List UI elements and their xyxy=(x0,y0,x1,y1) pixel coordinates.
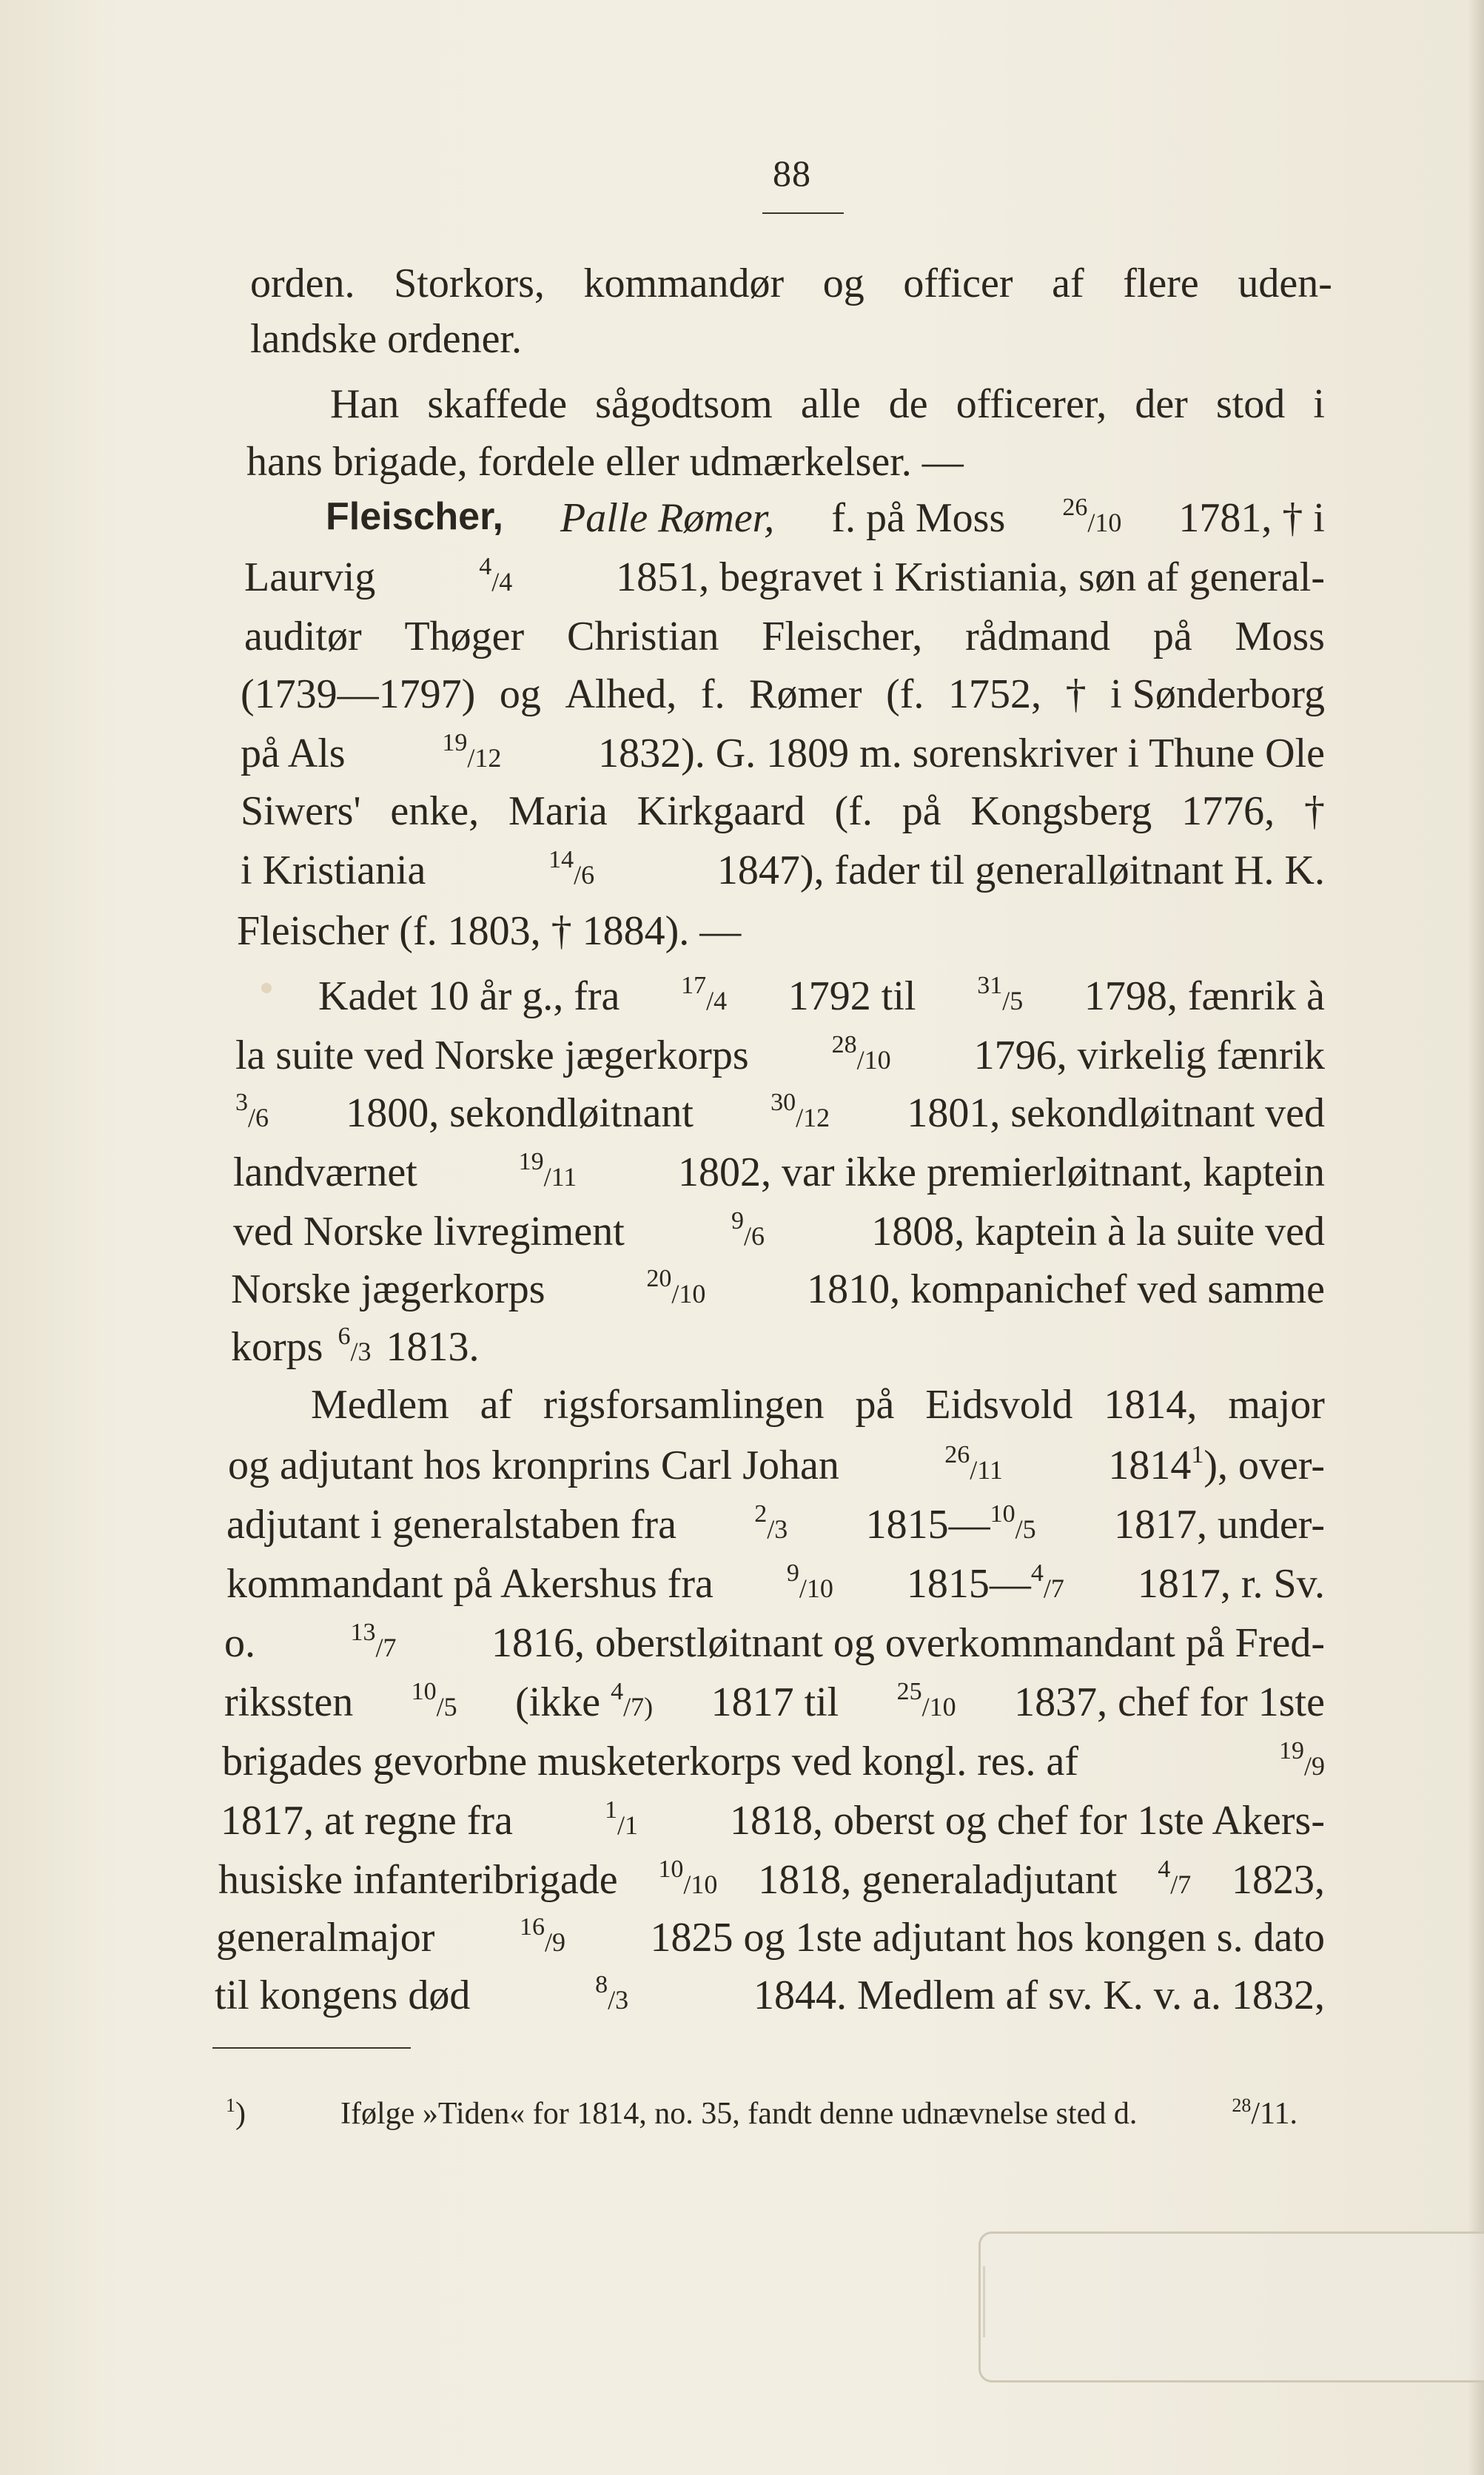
footnote xyxy=(226,2096,1297,2132)
date-fraction: $^{16}$/9 xyxy=(519,1913,565,1957)
text-line xyxy=(218,1856,1325,1903)
word: Eidsvold xyxy=(925,1382,1073,1428)
line-text: 1832). G. 1809 m. sorenskriver i Thune Ole xyxy=(598,731,1325,776)
word: 1823, xyxy=(1232,1857,1325,1903)
paper-speck xyxy=(261,983,272,993)
word: skaffede xyxy=(427,381,568,427)
line-text: 1817 til xyxy=(711,1679,839,1725)
date-fraction: $^{10}$/5 xyxy=(411,1678,457,1722)
word: kommandør xyxy=(583,261,785,306)
word: uden- xyxy=(1238,261,1332,306)
line-text: 1798, fænrik à xyxy=(1084,973,1325,1019)
page-number: 88 xyxy=(773,152,811,194)
date-fraction: $^{30}$/12 xyxy=(770,1089,830,1132)
date-fraction: $^{19}$/11 xyxy=(518,1148,577,1192)
line-text: og adjutant hos kronprins Carl Johan xyxy=(228,1443,839,1488)
footnote-reference: 1814$^1$), over- xyxy=(1108,1441,1325,1488)
date-fraction: $^{25}$/10 xyxy=(896,1678,956,1722)
line-text: ved Norske livregiment xyxy=(233,1209,625,1255)
text-line xyxy=(231,1323,1325,1370)
date-fraction: $^{19}$/12 xyxy=(442,729,502,773)
line-text: 1796, virkelig fænrik xyxy=(973,1032,1325,1078)
entry-given-names: Palle Rømer, xyxy=(560,495,775,541)
line-text: 1801, sekondløitnant ved xyxy=(907,1090,1325,1136)
text-line xyxy=(237,910,1325,952)
text-line xyxy=(216,1913,1325,1961)
page-edge-shadow xyxy=(1468,0,1484,2475)
date-fraction: $^2$/3 xyxy=(754,1500,788,1544)
word: Laurvig xyxy=(244,554,376,600)
line-text: 1825 og 1ste adjutant hos kongen s. dato xyxy=(650,1915,1325,1961)
text-line xyxy=(224,1678,1325,1725)
date-fraction: $^{19}$/9 xyxy=(1278,1737,1325,1781)
date-fraction: $^{28}$/11. xyxy=(1232,2095,1297,2131)
date-fraction: $^9$/10 xyxy=(786,1559,833,1603)
line-text: 1802, var ikke premierløitnant, kaptein xyxy=(678,1149,1325,1195)
date-range: 1815—$^{10}$/5 xyxy=(865,1500,1036,1548)
footnote-text: Ifølge »Tiden« for 1814, no. 35, fandt denne udnævnelse sted d. xyxy=(340,2097,1138,2131)
word: o. xyxy=(224,1620,255,1666)
line-text: 1810, kompanichef ved samme xyxy=(807,1266,1325,1312)
word: i Kristiania xyxy=(241,847,426,893)
word: auditør xyxy=(244,614,362,659)
text-line xyxy=(250,318,1332,360)
date-fraction: $^3$/6 xyxy=(235,1089,269,1132)
line-text: 1817, at regne fra xyxy=(221,1798,513,1844)
word: (f. xyxy=(886,671,924,717)
line-text: 1851, begravet i Kristiania, søn af general- xyxy=(616,554,1325,600)
text-line xyxy=(215,1971,1325,2018)
date-fraction: $^8$/3 xyxy=(595,1971,629,2015)
word: Moss xyxy=(1235,614,1325,659)
text-line xyxy=(221,1796,1325,1844)
word: Kirkgaard xyxy=(637,788,805,834)
date-fraction: $^4$/4 xyxy=(479,553,513,597)
text-line xyxy=(235,1031,1325,1078)
word: flere xyxy=(1123,261,1199,306)
line-text: til kongens død xyxy=(215,1972,471,2018)
text-line xyxy=(311,1382,1325,1428)
text-line xyxy=(224,1619,1325,1666)
line-text: Kadet 10 år g., fra xyxy=(318,973,620,1019)
date-fraction: $^9$/6 xyxy=(731,1207,765,1251)
word: 1813. xyxy=(386,1324,480,1370)
word: orden. xyxy=(250,261,355,306)
line-text: 1818, oberst og chef for 1ste Akers- xyxy=(729,1798,1325,1844)
word: på Als xyxy=(241,731,346,776)
word: der xyxy=(1135,381,1188,427)
date-fraction: $^{10}$/10 xyxy=(658,1856,718,1899)
page-number-rule xyxy=(762,212,844,214)
line-text: Fleischer (f. 1803, † 1884). — xyxy=(237,908,742,954)
entry-surname: Fleischer, xyxy=(326,495,503,538)
text-line xyxy=(241,790,1325,832)
word: Medlem xyxy=(311,1382,449,1428)
word: Siwers' xyxy=(241,788,361,834)
footnote-marker: $^1$) xyxy=(226,2095,246,2131)
line-text: brigades gevorbne musketerkorps ved kongl. res. af xyxy=(222,1739,1078,1784)
text-line xyxy=(244,616,1325,657)
date-fraction: $^{14}$/6 xyxy=(548,846,595,890)
word: major xyxy=(1228,1382,1325,1428)
word: Thøger xyxy=(404,614,525,659)
line-text: 1817, r. Sv. xyxy=(1137,1561,1325,1607)
text-line xyxy=(241,846,1325,893)
word: Alhed, xyxy=(565,671,677,717)
word: sågodtsom xyxy=(595,381,773,427)
word: Storkors, xyxy=(394,261,545,306)
text-line xyxy=(244,553,1325,600)
word: Kongsberg xyxy=(970,788,1152,834)
word: i xyxy=(1313,381,1325,427)
word: på xyxy=(855,1382,895,1428)
word: og xyxy=(499,671,541,717)
text-line xyxy=(228,1441,1325,1488)
word: alle xyxy=(800,381,861,427)
line-text: 1800, sekondløitnant xyxy=(346,1090,694,1136)
birth-place: f. på Moss xyxy=(831,495,1006,541)
line-text: husiske infanteribrigade xyxy=(218,1857,618,1903)
text-line xyxy=(330,383,1325,425)
date-fraction: $^1$/1 xyxy=(604,1796,638,1840)
line-text: la suite ved Norske jægerkorps xyxy=(235,1032,749,1078)
text-line xyxy=(250,263,1332,304)
word: i Sønderborg xyxy=(1110,671,1325,717)
text-line xyxy=(233,1148,1325,1195)
line-text: hans brigade, fordele eller udmærkelser. — xyxy=(246,439,964,485)
line-text: 1844. Medlem af sv. K. v. a. 1832, xyxy=(753,1972,1325,2018)
date-range: 1815—$^4$/7 xyxy=(906,1559,1064,1607)
word: korps xyxy=(231,1324,323,1370)
line-text: kommandant på Akershus fra xyxy=(226,1561,714,1607)
text-line xyxy=(241,671,1325,717)
date-fraction: $^{28}$/10 xyxy=(831,1031,891,1075)
word: officer xyxy=(903,261,1013,306)
word: på xyxy=(902,788,941,834)
word: 1814, xyxy=(1104,1382,1198,1428)
word: officerer, xyxy=(956,381,1107,427)
word: (1739—1797) xyxy=(241,671,476,717)
line-text: 1808, kaptein à la suite ved xyxy=(871,1209,1325,1255)
line-text: 1817, under- xyxy=(1113,1502,1325,1548)
text-line xyxy=(222,1737,1325,1784)
word: de xyxy=(888,381,928,427)
word: rikssten xyxy=(224,1679,354,1725)
text-line xyxy=(246,441,1325,483)
date-fraction: $^{20}$/10 xyxy=(646,1265,706,1309)
line-text: 1837, chef for 1ste xyxy=(1014,1679,1325,1725)
line-text: 1847), fader til generalløitnant H. K. xyxy=(716,847,1325,893)
line-text: adjutant i generalstaben fra xyxy=(226,1502,676,1548)
date-note: (ikke $^4$/7) xyxy=(515,1678,654,1725)
text-line xyxy=(241,729,1325,776)
line-text: 1816, oberstløitnant og overkommandant på Fred- xyxy=(491,1620,1325,1666)
word: f. xyxy=(700,671,725,717)
paper-stamp-inner xyxy=(983,2266,1015,2337)
word: † xyxy=(1065,671,1087,717)
text-line xyxy=(231,1265,1325,1312)
line-text: Norske jægerkorps xyxy=(231,1266,545,1312)
text-line xyxy=(318,972,1325,1019)
word: rådmand xyxy=(965,614,1110,659)
word: generalmajor xyxy=(216,1915,435,1961)
birth-date: $^{26}$/10 xyxy=(1062,494,1122,537)
footnote-rule xyxy=(212,2047,411,2049)
word: rigsforsamlingen xyxy=(543,1382,825,1428)
word: af xyxy=(1052,261,1084,306)
word: på xyxy=(1152,614,1192,659)
text-line xyxy=(235,1089,1325,1136)
line-text: landske ordener. xyxy=(250,316,522,362)
line-text: 1818, generaladjutant xyxy=(758,1857,1118,1903)
text-line xyxy=(326,494,1325,541)
word: Rømer xyxy=(749,671,862,717)
date-fraction: $^{26}$/11 xyxy=(944,1441,1003,1485)
word: 1752, xyxy=(948,671,1041,717)
date-fraction: $^{31}$/5 xyxy=(977,972,1024,1015)
word: † xyxy=(1304,788,1325,834)
word: Christian xyxy=(567,614,719,659)
word: 1776, xyxy=(1181,788,1275,834)
word: af xyxy=(480,1382,513,1428)
word: Fleischer, xyxy=(762,614,923,659)
word: og xyxy=(822,261,864,306)
word: Maria xyxy=(508,788,608,834)
date-fraction: $^{17}$/4 xyxy=(681,972,728,1015)
text-line xyxy=(226,1559,1325,1607)
word: stod xyxy=(1215,381,1286,427)
line-text: 1792 til xyxy=(788,973,916,1019)
word: (f. xyxy=(834,788,873,834)
date-fraction: $^4$/7 xyxy=(1158,1856,1192,1899)
date-fraction: $^6$/3 xyxy=(338,1323,372,1366)
text-line xyxy=(226,1500,1325,1548)
paper-stamp-mark xyxy=(978,2231,1484,2382)
word: landværnet xyxy=(233,1149,417,1195)
word: enke, xyxy=(390,788,480,834)
birth-year-death: 1781, † i xyxy=(1178,495,1325,541)
text-line xyxy=(233,1207,1325,1255)
date-fraction: $^{13}$/7 xyxy=(350,1619,397,1662)
word: Han xyxy=(330,381,400,427)
